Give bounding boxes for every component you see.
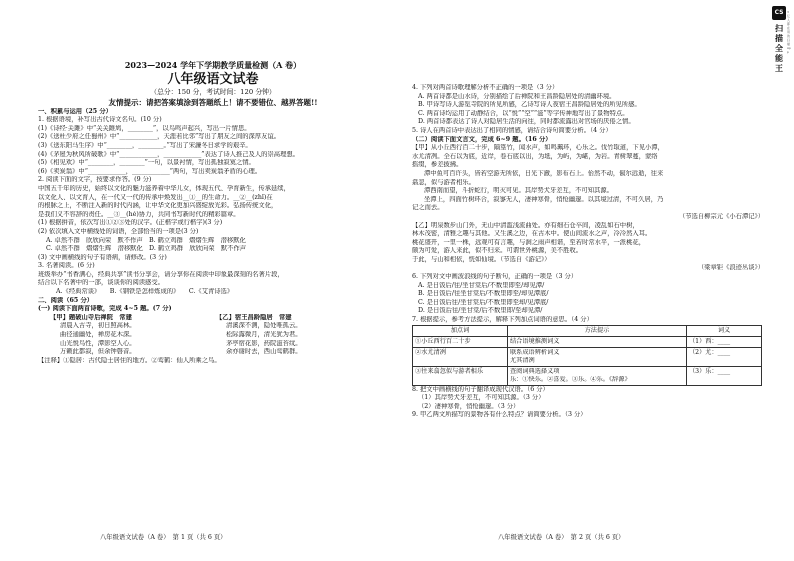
passage-line: 记之而去。 [412,204,444,212]
passage-line: 结合以下名著中的一部，谈谈你的阅读感受。 [38,279,164,287]
score-time: （总分：150 分，考试时间：120 分钟） [150,88,276,96]
option-line: C. 是日饭后往/坐甘棠后/不数里即至却/见潭底/ [418,298,549,306]
question-2: 2. 阅读下面的文字，按要求作答。(9 分) [38,176,152,184]
camscanner-logo-icon: CS [772,6,786,20]
option-line: D. 两首诗都表达了诗人对隐居生活的向往，同时都流露出对官场的厌倦之情。 [418,118,635,126]
question-1-item: (1)《诗经·关雎》中“关关雎鸠，________”，以鸟鸣声起兴，写出一片情思。 [38,124,251,132]
table-row [413,347,762,366]
passage-line: 水尤清冽。全石以为底，近岸，卷石底以出，为坻，为屿，为嵁，为岩。青树翠蔓，蒙络 [412,152,658,160]
question-5: 5. 诗人在两首诗中表达出了相同的情感，请结合诗句简要分析。（4 分） [412,126,612,134]
table-cell [508,347,687,366]
question-7-table [412,325,762,386]
option-line: B. 甲诗写诗人游览寺院的所见所感，乙诗写诗人夜宿王昌龄隐居处的所见所感。 [418,101,641,109]
passage-line: 翕忽，似与游者相乐。 [412,178,475,186]
poem-title: 【甲】题破山寺后禅院 常建 [50,313,132,321]
passage-line: 中国五千年的历史，始终以文化的魅力滋养着中华儿女，体现五代、孕育新生，传承延续， [38,184,290,192]
table-cell: （3）乐：____ [687,366,762,385]
question-6: 6. 下列对文中画波浪线的句子断句，正确的一项是（3 分） [412,273,578,281]
poem-line: 万籁此都寂，但余钟磬音。 [60,348,136,356]
table-cell: （2）尤：____ [687,347,762,366]
question-8: 8. 把文中画横线的句子翻译成现代汉语。（6 分） [412,385,549,393]
table-cell: ③往来翕忽似与游者相乐 [413,366,508,385]
passage-line: 以文化人、以文育人，在一代又一代的传承中焕发出__①__的生命力。__②__(zhǐ)在 [38,193,273,201]
question-2-sub: (2) 依次填入文中横线处的词语，全部恰当的一项是(3 分) [38,227,199,235]
table-cell [508,366,687,385]
option-line: C. 卓然不群 熠熠生辉 潜移默化 D. 鹤立鸡群 欣欣向荣 默不作声 [46,245,247,253]
poem-line: 曲径通幽处，禅房花木深。 [60,331,136,339]
source-line: （梁章钜《浪迹丛谈》） [697,264,764,272]
scanner-app-label: 扫描全能王 [775,24,783,73]
method-hint: 联系成语辨析词义 [510,348,560,356]
method-example: 乐：①快乐。②喜爱。③乐。④乐。《辞源》 [510,375,631,383]
poem-line: 松际露微月，清光犹为君。 [226,331,302,339]
question-9: 9. 甲乙两文所描写的景物各有什么特点？请简要分析。（3 分） [412,411,587,419]
method-example: 尤其清冽 [510,356,535,364]
scanner-app-tagline: 3亿人都在用的扫描App [787,10,791,54]
question-8-sub: （2）凄神寒骨，悄怆幽邃。（3 分） [418,402,520,410]
option-line: B. 是日饭后/往坐甘棠后/不数里即至/却见潭底/ [418,290,549,298]
passage-line: 于此，与山和相依，恍如仙境。（节选自《游记》） [412,255,551,263]
source-line: （节选自柳宗元《小石潭记》） [678,212,764,220]
poem-title: 【乙】宿王昌龄隐居 常建 [216,313,292,321]
question-3: 3. 名著阅读。(6 分) [38,262,95,270]
table-header-cell: 词义 [687,325,762,336]
passage-line: 的根脉之上，不断注入新的时代内涵，让中华文化更加兴盛绽放光彩。弘扬传统文化， [38,202,278,210]
poem-line: 茅亭宿花影，药院滋苔纹。 [226,339,302,347]
question-2-sub: (3) 文中画横线的句子有语病，请修改。(3 分) [38,253,167,261]
table-header-cell: 加点词 [413,325,508,336]
exam-title: 八年级语文试卷 [167,72,259,87]
option-line: D. 是日饭后往/坐甘棠/后不数里即/至却见潭/ [418,307,543,315]
poem-line: 山光悦鸟性，潭影空人心。 [60,339,136,347]
option-line: A. 是日饭后/往/坐甘棠后/不数里即至/却见潭/ [418,281,545,289]
table-header-cell: 方法提示 [508,325,687,336]
passage-line: 【乙】明泉数步山门外，无山中清滥浅流曲处。亦有细石仓卒间，凌乱如石中树， [412,221,639,229]
left-page [38,0,388,365]
section-heading: 二、阅读（65 分） [38,296,94,304]
question-1-item: (6)《卖炭翁》中“____________，____________”两句，写出卖炭翁矛盾的心理。 [38,167,262,175]
option-line: A. 两首诗都是山水诗，分别描绘了后禅院和王昌龄隐居处的清幽环境。 [418,92,616,100]
part-heading: （二）阅读下面文言文，完成 6~9 题。（16 分） [412,135,552,143]
section-heading: 一、积累与运用（25 分） [38,107,112,115]
question-1-item: (2)《送杜少府之任蜀州》中“____________，天涯若比邻”写出了朋友之间的深厚友谊。 [38,133,281,141]
question-7: 7. 根据提示，参考方法提示，解释下列加点词语的意思。（4 分） [412,316,593,324]
passage-line: 潭西南而望，斗折蛇行，明灭可见。其岸势犬牙差互，不可知其源。 [424,187,613,195]
option-line: A.《经典常谈》 B.《钢铁是怎样炼成的》 C.《艾青诗选》 [56,288,234,296]
page-footer-right: 八年级语文试卷（A 卷） 第 2 页（共 6 页） [498,534,625,541]
table-header-row [413,325,762,336]
passage-line: 颇为可爱，游人来此，似不归来。可谓世外桃源，美不胜收。 [412,247,583,255]
question-1: 1. 根据语境，补写出古代诗文名句。(10 分) [38,116,162,124]
passage-line: 班级举办“书香满心，经典共享”读书分享会，请分享你在阅读中印象最深刻的名著片段， [38,270,284,278]
question-2-sub: (1) 根据拼音，依次写出①②③处的汉字。(正楷字或行楷字)(3 分) [38,219,223,227]
option-line: C. 两首诗均运用了动静结合，以“悦”“空”“滋”等字传神地写出了景物特点。 [418,109,629,117]
poem-b [216,314,376,357]
table-row [413,366,762,385]
scanner-sidebar [768,0,794,561]
passage-line: 桃花盛开，一里一株，远观可有言趣，与涧之雨声相谐，至若时常水平，一派桃花， [412,238,645,246]
poem-line: 余亦谢时去，西山鸾鹤群。 [226,348,302,356]
exam-header: 2023—2024 学年下学期教学质量检测（A 卷） [124,60,302,70]
method-hint: 查阅词典选择义项 [510,367,560,375]
question-4: 4. 下列对两首诗歌理解分析不正确的一项是（3 分） [412,84,559,91]
passage-line: 潭中鱼可百许头，皆若空游无所依，日光下澈，影布石上。佁然不动，俶尔远逝，往来 [424,169,664,177]
note: 【注释】①隐居：古代隐士居住的地方。②鸾鹤：仙人所乘之鸟。 [38,356,221,364]
table-cell: ②水尤清冽 [413,347,508,366]
passage-line: 摇缀，参差披拂。 [412,161,463,169]
passage-line: 坐潭上，四面竹树环合，寂寥无人，凄神寒骨，悄怆幽邃。以其境过清，不可久居，乃 [424,195,664,203]
page-footer-left: 八年级语文试卷（A 卷） 第 1 页（共 6 页） [100,534,227,541]
table-cell: ①小丘西行百二十步 [413,336,508,347]
passage-line: 【甲】从小丘西行百二十步，隔篁竹，闻水声，如鸣珮环，心乐之。伐竹取道，下见小潭， [412,144,664,152]
passage-line: 林木茂密，清雅之趣与其他。又生溪之边，在古木中。使山间流水之声，冷冷然入耳。 [412,230,652,238]
friendly-tip: 友情提示：请把答案填涂到答题纸上！请不要错位、越界答题!! [108,97,318,107]
poem-line: 清溪深不测，隐处唯孤云。 [226,322,302,330]
poems [38,314,388,357]
option-line: A. 卓然不群 欣欣向荣 默不作声 B. 鹤立鸡群 熠熠生辉 潜移默化 [46,236,246,244]
question-8-sub: （1）其岸势犬牙差互，不可知其源。（3 分） [418,394,545,402]
part-heading: (一) 阅读下面两首诗歌，完成 4~5 题。(7 分) [38,305,172,313]
table-cell: （1）西：____ [687,336,762,347]
poem-a [50,314,210,357]
table-cell: 结合语境推测词义 [508,336,687,347]
poem-line: 清晨入古寺，初日照高林。 [60,322,136,330]
question-1-item: (3)《送东阳马生序》中“________，________。”写出了宋濂冬日求学的艰辛。 [38,141,252,149]
table-row [413,336,762,347]
question-1-item: (4)《茅屋为秋风所破歌》中“____________，____________”表达了诗人推己及人的崇高理想。 [38,150,299,158]
question-1-item: (5)《相见欢》中“________，________”一句，以景衬情，写出孤独寂寞之情。 [38,159,255,167]
passage-line: 是我们义不容辞的责任。__③__(hé)协力，共同书写新时代的精彩篇章。 [38,210,240,218]
right-page [412,0,764,420]
